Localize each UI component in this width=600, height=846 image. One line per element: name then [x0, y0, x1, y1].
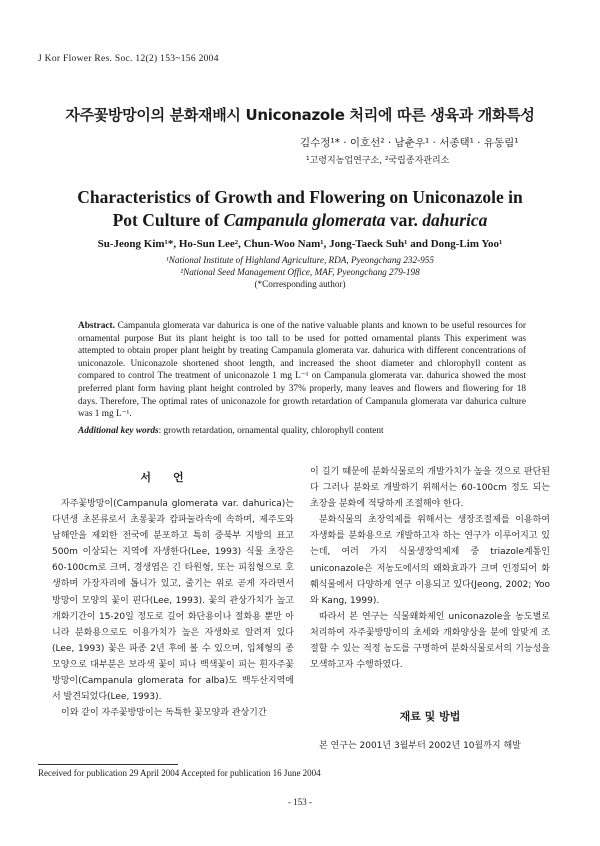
right-column [310, 464, 550, 673]
introduction-heading: 서언 [140, 471, 206, 484]
keywords-label: Additional key words [78, 426, 159, 436]
english-affiliations [0, 254, 600, 290]
english-title [0, 186, 600, 232]
intro-paragraph-4: 분화식물의 초장억제를 위해서는 생장조절제를 이용하여 자생화를 분화용으로 개발하고자 하는 연구가 이루어지고 있는데, 여러 가지 식물생장억제제 중 triazole계통인 uniconazole은 저농도에서의 왜화효과가 크며 인정되어 화훼식물에서 다양하게 연구 이용되고 있다(Jeong, 2002; Yoo와 Kang, 1999). [310, 515, 550, 606]
english-title-line1: Characteristics of Growth and Flowering on Uniconazole in [77, 187, 523, 207]
keywords [78, 426, 526, 436]
left-column [52, 496, 294, 721]
intro-paragraph-1: 자주꽃방망이(Campanula glomerata var. dahurica)는 다년생 초본류로서 초롱꽃과 캄파눌라속에 속하며, 제주도와 남해안을 제외한 전국에 분포하고 특히 중북부 지방의 표고 500m 이상되는 지역에 자생한다(Lee, 1993) 식물 초장은 60-100cm로 크며, 경생엽은 긴 타원형, 또는 피침형으로 호생하며 가장자리에 톱니가 있고, 줄기는 위로 곧게 자라면서 방망이 모양의 꽃이 핀다(Lee, 1993). 꽃의 관상가치가 높고 개화기간이 15-20일 정도로 길어 화단용이나 절화용 뿐만 아니라 분화용으로도 이용가치가 높은 자생화로 알려져 있다(Lee, 1993) 꽃은 파종 2년 후에 볼 수 있으며, 입체형의 종모양으로 대부분은 보라색 꽃이 피나 백색꽃이 피는 흰자주꽃방망이(Campanula glomerata for alba)도 백두산지역에서 발견되었다(Lee, 1993). [52, 499, 294, 703]
affiliation-2: ²National Seed Management Office, MAF, Pyeongchang 279-198 [180, 267, 420, 277]
abstract [78, 320, 526, 421]
korean-authors: 김수정¹* · 이호선² · 남춘우¹ · 서종택¹ · 유동림¹ [300, 137, 519, 149]
title-part-c: var. [385, 210, 423, 230]
journal-citation: J Kor Flower Res. Soc. 12(2) 153~156 2004 [38, 54, 219, 64]
methods-paragraph-1: 본 연구는 2001년 3월부터 2002년 10월까지 해발 [319, 741, 521, 751]
intro-paragraph-2: 이와 같이 자주꽃방망이는 독특한 꽃모양과 관상기간 [61, 708, 267, 719]
methods-heading: 재료 및 방법 [399, 710, 461, 723]
korean-title: 자주꽃방망이의 분화재배시 Uniconazole 처리에 따른 생육과 개화특성 [65, 106, 535, 124]
corresponding-note: (*Corresponding author) [254, 279, 346, 289]
english-title-line2 [0, 209, 600, 232]
title-species: Campanula glomerata [223, 210, 386, 230]
footer-rule [38, 764, 178, 765]
intro-paragraph-3: 이 길기 때문에 분화식물로의 개발가치가 높을 것으로 판단된다 그러나 분화로 개발하기 위해서는 60-100cm 정도 되는 초장을 분화에 적당하게 조절해야 한다. [310, 467, 550, 510]
title-part-a: Pot Culture of [112, 210, 224, 230]
intro-paragraph-5: 따라서 본 연구는 식물왜화제인 uniconazole을 농도별로 처리하여 자주꽃방망이의 초세와 개화양상을 분에 알맞게 조절할 수 있는 적정 농도를 구명하여 분화식물로서의 기능성을 모색하고자 수행하였다. [310, 611, 550, 671]
keywords-text: : growth retardation, ornamental quality, chlorophyll content [158, 426, 384, 436]
affiliation-1: ¹National Institute of Highland Agriculture, RDA, Pyeongchang 232-955 [166, 255, 434, 265]
received-note: Received for publication 29 April 2004 Accepted for publication 16 June 2004 [38, 768, 321, 778]
korean-affiliation: ¹고령지농업연구소, ²국립종자관리소 [306, 156, 450, 166]
methods-text [310, 738, 550, 754]
english-authors: Su-Jeong Kim¹*, Ho-Sun Lee², Chun-Woo Nam¹, Jong-Taeck Suh¹ and Dong-Lim Yoo¹ [97, 238, 503, 250]
title-variety: dahurica [422, 210, 488, 230]
abstract-text: Campanula glomerata var dahurica is one of the native valuable plants and known to be useful resources for ornamental purpose But its plant height is too tall to be used for potted ornamental plants This experiment was attempted to obtain proper plant height by treating Campanula glomerata var. dahurica with different concentrations of uniconazole. Uniconazole shortened shoot length, and increased the shoot diameter and chlorophyll content as compared to control The treatment of uniconazole 1 mg L⁻¹ on Campanula glomerata var. dahurica showed the most preferred plant form having plant height controled by 37% properly, many leaves and flowers and flowering for 18 days. Therefore, The optimal rates of uniconazole for growth retardation of Campanula glomerata var dahurica culture was 1 mg L⁻¹. [78, 321, 526, 420]
page-number: - 153 - [288, 797, 312, 807]
abstract-label: Abstract. [78, 321, 115, 331]
